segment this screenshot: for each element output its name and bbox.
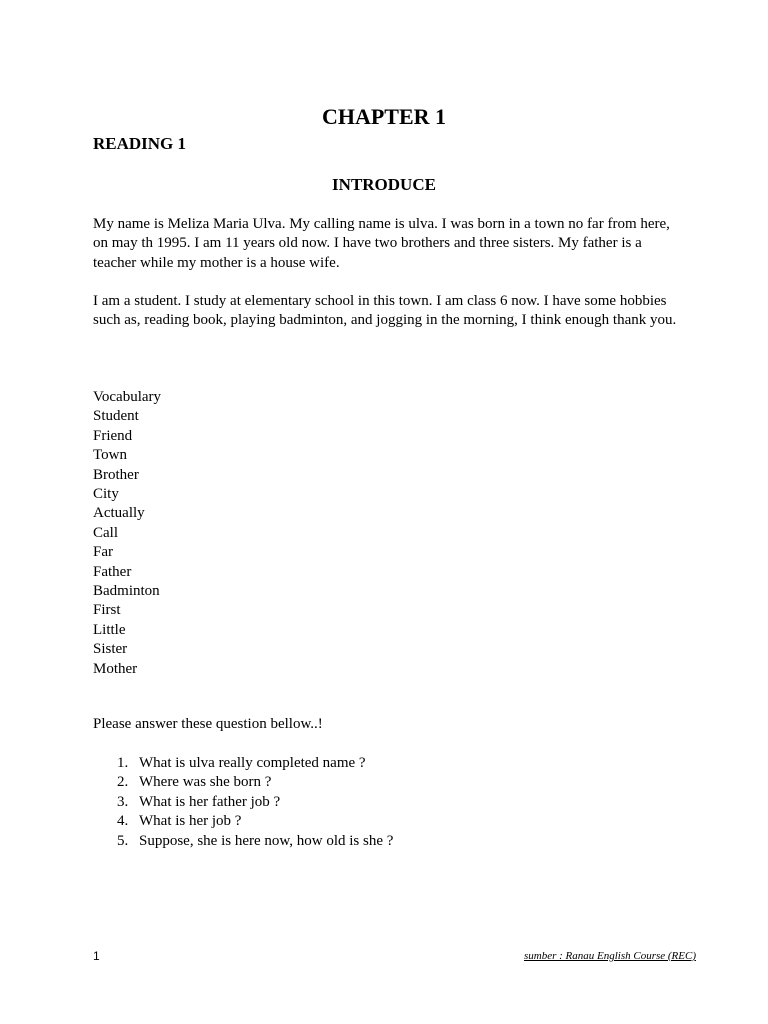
intro-paragraph-2: I am a student. I study at elementary school in this town. I am class 6 now. I have some hobbies such as, reading book, playing badminton, and jogging in the morning, I think enough thank you. bbox=[93, 293, 677, 329]
vocabulary-item: Little bbox=[93, 621, 126, 638]
question-item bbox=[93, 773, 393, 792]
reading-title: READING 1 bbox=[93, 134, 187, 153]
question-item bbox=[93, 812, 393, 831]
vocabulary-item: Badminton bbox=[93, 583, 160, 600]
question-number: 4. bbox=[117, 813, 129, 830]
question-item bbox=[93, 793, 393, 812]
question-number: 2. bbox=[117, 774, 129, 791]
vocabulary-heading: Vocabulary bbox=[93, 389, 162, 405]
question-text: Suppose, she is here now, how old is she ? bbox=[139, 832, 394, 849]
vocabulary-list bbox=[93, 388, 161, 679]
question-instruction: Please answer these question bellow..! bbox=[93, 716, 323, 732]
vocabulary-item: Town bbox=[93, 447, 127, 464]
intro-paragraph-1: My name is Meliza Maria Ulva. My calling name is ulva. I was born in a town no far from here, on may th 1995. I am 11 years old now. I have two brothers and three sisters. My father is a teacher while my mother is a house wife. bbox=[93, 216, 670, 271]
vocabulary-item: Friend bbox=[93, 427, 133, 444]
question-item bbox=[93, 832, 393, 851]
vocabulary-item: Far bbox=[93, 544, 113, 561]
vocabulary-item: City bbox=[93, 486, 119, 503]
question-text: Where was she born ? bbox=[139, 774, 272, 791]
vocabulary-item: First bbox=[93, 602, 121, 619]
section-title: INTRODUCE bbox=[332, 175, 436, 194]
question-text: What is her job ? bbox=[139, 813, 242, 830]
vocabulary-item: Actually bbox=[93, 505, 145, 522]
question-text: What is ulva really completed name ? bbox=[139, 755, 366, 771]
question-list bbox=[93, 754, 393, 851]
question-text: What is her father job ? bbox=[139, 793, 281, 810]
vocabulary-item: Mother bbox=[93, 660, 138, 677]
vocabulary-item: Brother bbox=[93, 466, 139, 483]
footer-source: sumber : Ranau English Course (REC) bbox=[523, 950, 696, 962]
question-item bbox=[93, 754, 393, 773]
vocabulary-item: Student bbox=[93, 408, 139, 425]
question-number: 5. bbox=[117, 832, 129, 849]
vocabulary-item: Call bbox=[93, 524, 118, 541]
question-number: 3. bbox=[117, 793, 129, 810]
vocabulary-item: Father bbox=[93, 563, 132, 580]
vocabulary-item: Sister bbox=[93, 641, 128, 658]
page-number: 1 bbox=[93, 949, 100, 963]
chapter-title: CHAPTER 1 bbox=[321, 104, 447, 129]
question-number: 1. bbox=[117, 755, 129, 771]
